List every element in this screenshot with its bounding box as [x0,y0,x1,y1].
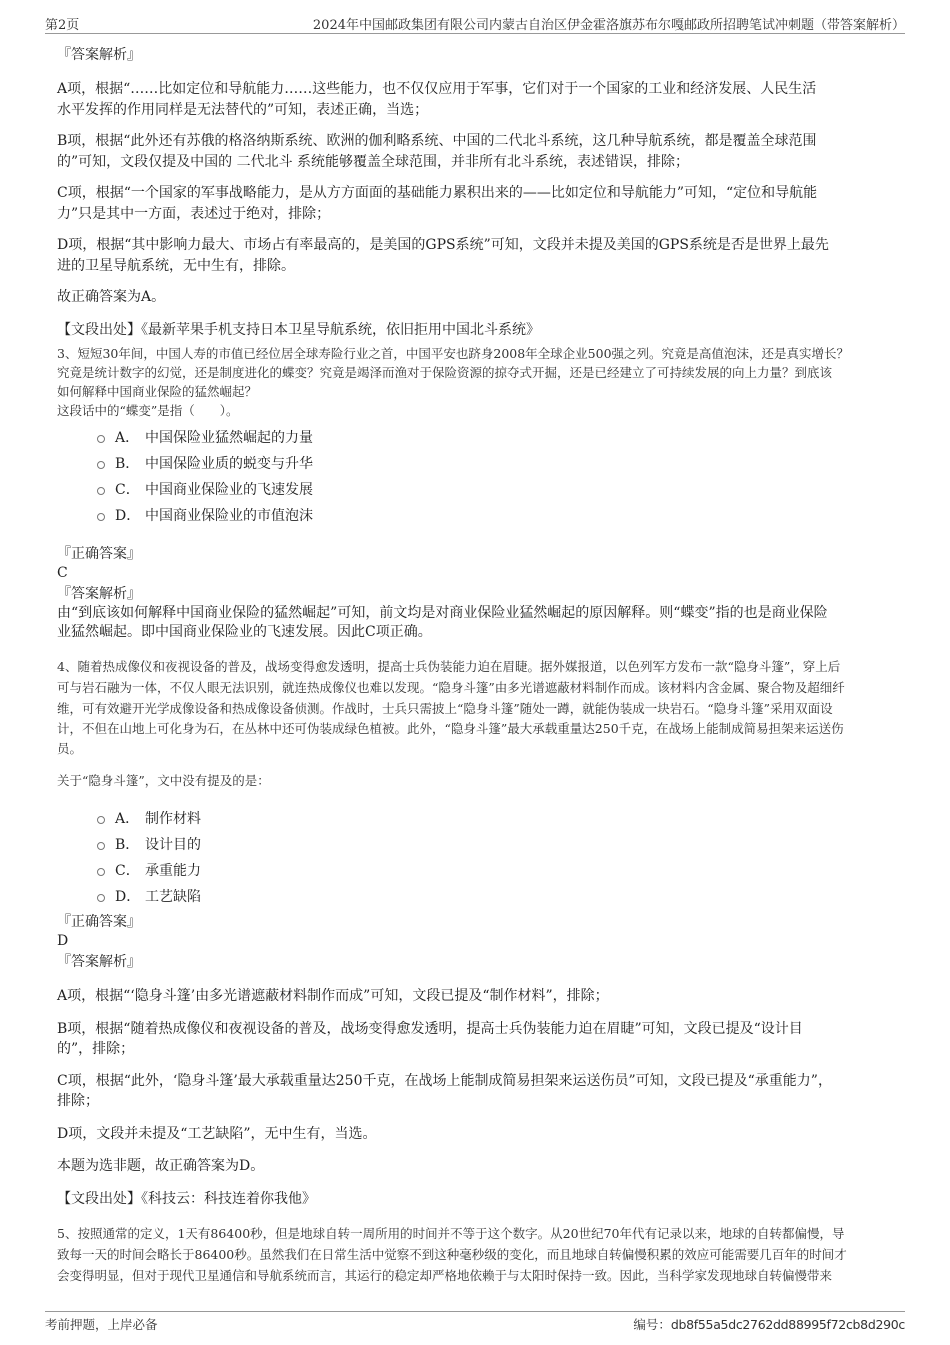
analysis-line: A项，根据“……比如定位和导航能力……这些能力，也不仅仅应用于军事，它们对于一个国家的工业和经济发展、人民生活 [57,81,817,97]
header-divider [45,33,905,34]
option-d[interactable]: D． 中国商业保险业的市值泡沫 [97,505,313,525]
radio-icon[interactable] [97,868,105,876]
analysis-line: D项，根据“其中影响力最大、市场占有率最高的，是美国的GPS系统”可知，文段并未提及美国的GPS系统是否是世界上最先 [57,237,829,253]
document-title: 2024年中国邮政集团有限公司内蒙古自治区伊金霍洛旗苏布尔嘎邮政所招聘笔试冲刺题（带答案解析） [312,18,905,33]
analysis-line: 排除； [57,1093,99,1109]
source-citation: 【文段出处】《科技云：科技连着你我他》 [57,1191,316,1207]
question-text: 如何解释中国商业保险的猛然崛起？ [57,384,258,399]
analysis-line: C项，根据“此外，‘隐身斗篷’最大承载重量达250千克，在战场上能制成简易担架来运送伤员”可知，文段已提及“承重能力”， [57,1073,832,1089]
option-a[interactable]: A． 中国保险业猛然崛起的力量 [97,427,313,447]
option-c[interactable]: C． 中国商业保险业的飞速发展 [97,479,313,499]
radio-icon[interactable] [97,487,105,495]
radio-icon[interactable] [97,816,105,824]
analysis-label: 『答案解析』 [57,47,141,63]
analysis-label: 『答案解析』 [57,954,141,970]
document-id-label: 编号： [633,1317,671,1332]
footer-divider [45,1311,905,1312]
footer-slogan: 考前押题，上岸必备 [45,1317,158,1332]
correct-answer-label: 『正确答案』 [57,546,141,562]
analysis-line: 业猛然崛起。即中国商业保险业的飞速发展。因此C项正确。 [57,624,432,640]
radio-icon[interactable] [97,513,105,521]
analysis-line: 力”只是其中一方面，表述过于绝对，排除； [57,206,331,222]
radio-icon[interactable] [97,894,105,902]
question-text: 计，不但在山地上可化身为石，在丛林中还可伪装成绿色植被。此外，“隐身斗篷”最大承载重量达250千克，在战场上能制成简易担架来运送伤 [57,721,844,736]
option-c[interactable]: C． 承重能力 [97,860,201,880]
page-number: 第2页 [45,18,80,33]
analysis-line: 的”可知，文段仅提及中国的 二代北斗 系统能够覆盖全球范围，并非所有北斗系统，表述错误，排除； [57,154,690,170]
option-b[interactable]: B． 中国保险业质的蜕变与升华 [97,453,313,473]
option-d[interactable]: D． 工艺缺陷 [97,886,201,906]
analysis-label: 『答案解析』 [57,586,141,602]
question-text: 5、按照通常的定义，1天有86400秒，但是地球自转一周所用的时间并不等于这个数字。从20世纪70年代有记录以来，地球的自转都偏慢，导 [57,1226,845,1241]
option-a[interactable]: A． 制作材料 [97,808,201,828]
analysis-line: 进的卫星导航系统，无中生有，排除。 [57,258,295,274]
option-b[interactable]: B． 设计目的 [97,834,201,854]
radio-icon[interactable] [97,842,105,850]
correct-answer-label: 『正确答案』 [57,914,141,930]
question-stem: 这段话中的“蝶变”是指（ ）。 [57,403,239,418]
analysis-line: 的”，排除； [57,1041,135,1057]
radio-icon[interactable] [97,435,105,443]
question-stem: 关于“隐身斗篷”，文中没有提及的是： [57,773,270,788]
correct-answer-value: C [57,565,68,581]
document-id [633,1315,905,1333]
document-id-value: db8f55a5dc2762dd88995f72cb8d290c [670,1317,905,1332]
question-text: 维，可有效避开光学成像设备和热成像设备侦测。作战时，士兵只需披上“隐身斗篷”随处一蹲，就能伪装成一块岩石。“隐身斗篷”采用双面设 [57,701,833,716]
source-citation: 【文段出处】《最新苹果手机支持日本卫星导航系统，依旧拒用中国北斗系统》 [57,322,540,338]
question-text: 员。 [57,741,83,756]
question-text: 可与岩石融为一体，不仅人眼无法识别，就连热成像仪也难以发现。“隐身斗篷”由多光谱遮蔽材料制作而成。该材料内含金属、聚合物及超细纤 [57,680,845,695]
analysis-line: B项，根据“此外还有苏俄的格洛纳斯系统、欧洲的伽利略系统、中国的二代北斗系统，这几种导航系统，都是覆盖全球范围 [57,133,817,149]
radio-icon[interactable] [97,461,105,469]
question-text: 3、短短30年间，中国人寿的市值已经位居全球寿险行业之首，中国平安也跻身2008年全球企业500强之列。究竟是高值泡沫，还是真实增长？ [57,346,850,361]
analysis-line: D项，文段并未提及“工艺缺陷”，无中生有，当选。 [57,1126,377,1142]
question-text: 会变得明显，但对于现代卫星通信和导航系统而言，其运行的稳定却严格地依赖于与太阳时保持一致。因此，当科学家发现地球自转偏慢带来 [57,1268,833,1283]
question-text: 4、随着热成像仪和夜视设备的普及，战场变得愈发透明，提高士兵伪装能力迫在眉睫。据外媒报道，以色列军方发布一款“隐身斗篷”，穿上后 [57,659,841,674]
analysis-line: C项，根据“一个国家的军事战略能力，是从方方面面的基础能力累积出来的——比如定位和导航能力”可知，“定位和导航能 [57,185,818,201]
analysis-line: B项，根据“随着热成像仪和夜视设备的普及，战场变得愈发透明，提高士兵伪装能力迫在眉睫”可知，文段已提及“设计目 [57,1021,803,1037]
answer-conclusion: 本题为选非题，故正确答案为D。 [57,1158,265,1174]
analysis-line: 由“到底该如何解释中国商业保险的猛然崛起”可知，前文均是对商业保险业猛然崛起的原因解释。则“蝶变”指的也是商业保险 [57,605,828,621]
answer-conclusion: 故正确答案为A。 [57,289,166,305]
analysis-line: 水平发挥的作用同样是无法替代的”可知，表述正确，当选； [57,102,429,118]
analysis-line: A项，根据“‘隐身斗篷’由多光谱遮蔽材料制作而成”可知，文段已提及“制作材料”，排除； [57,988,609,1004]
question-text: 致每一天的时间会略长于86400秒。虽然我们在日常生活中觉察不到这种毫秒级的变化，而且地球自转偏慢积累的效应可能需要几百年的时间才 [57,1247,847,1262]
question-text: 究竟是统计数字的幻觉，还是制度进化的蝶变？究竟是竭泽而渔对于保险资源的掠夺式开掘，还是已经建立了可持续发展的向上力量？到底该 [57,365,833,380]
correct-answer-value: D [57,933,69,949]
